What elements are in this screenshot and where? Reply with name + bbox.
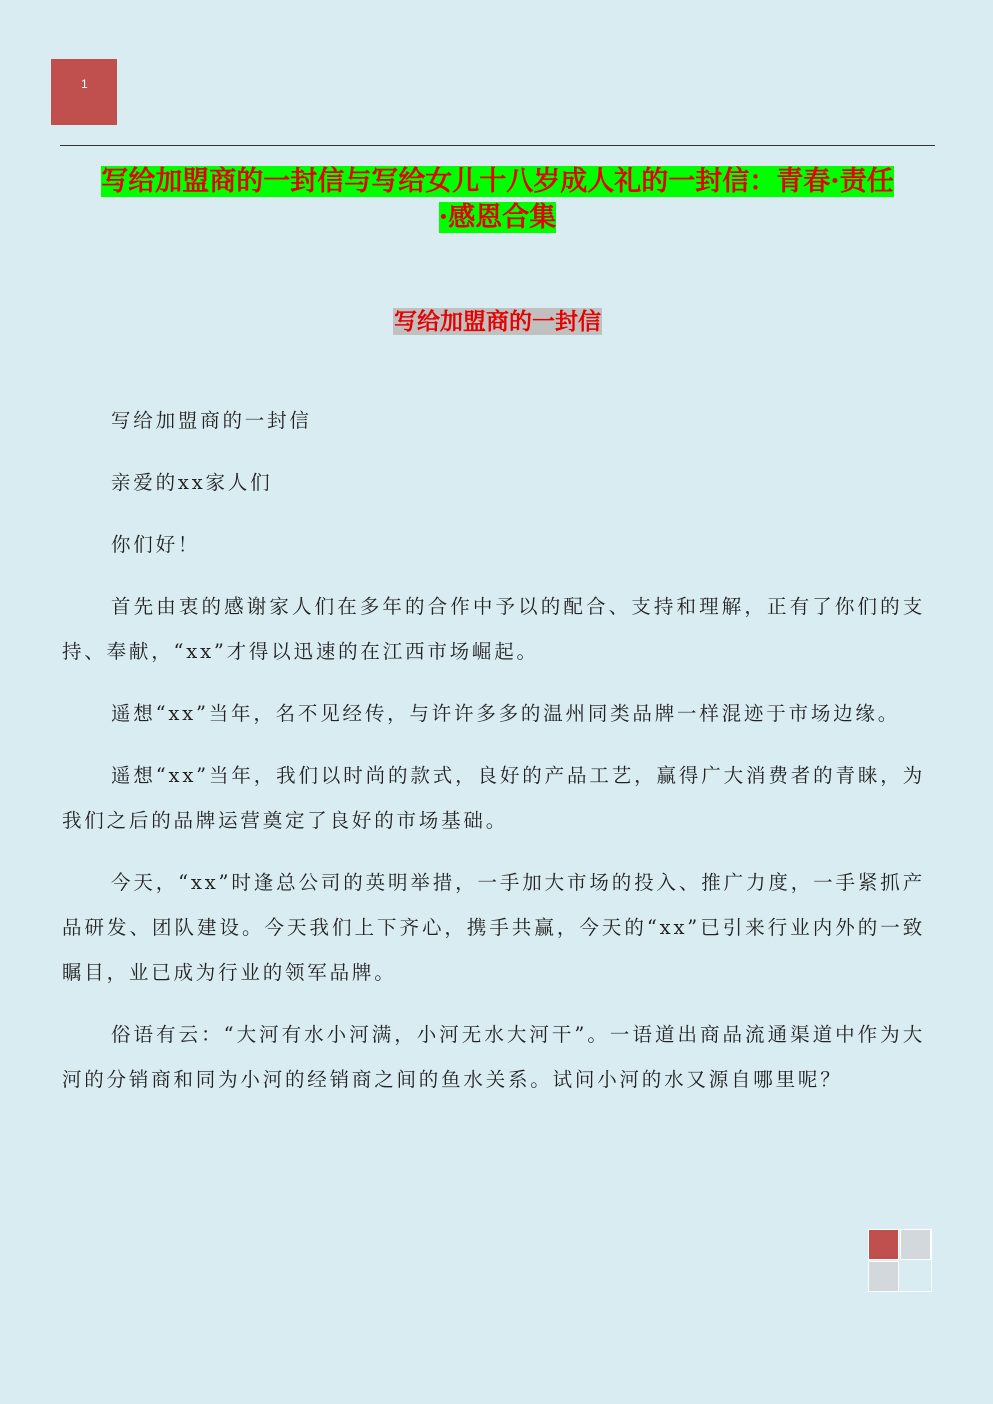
paragraph: 写给加盟商的一封信: [111, 409, 312, 432]
header-divider: [60, 145, 935, 146]
paragraph: 俗语有云：“大河有水小河满，小河无水大河干”。一语道出商品流通渠道中作为大河的分销商和同为小河的经销商之间的鱼水关系。试问小河的水又源自哪里呢？: [62, 1023, 925, 1091]
corner-decoration-red-square: [868, 1229, 899, 1260]
paragraph: 亲爱的xx家人们: [111, 471, 273, 494]
page-number-badge: [51, 59, 117, 125]
document-title: [60, 164, 935, 236]
paragraph: 你们好！: [111, 533, 201, 556]
paragraph: 首先由衷的感谢家人们在多年的合作中予以的配合、支持和理解，正有了你们的支持、奉献，“xx”才得以迅速的在江西市场崛起。: [62, 595, 925, 663]
paragraph: 今天，“xx”时逢总公司的英明举措，一手加大市场的投入、推广力度，一手紧抓产品研发、团队建设。今天我们上下齐心，携手共赢，今天的“xx”已引来行业内外的一致瞩目，业已成为行业的领军品牌。: [62, 871, 925, 984]
corner-decoration-grey-square: [868, 1261, 899, 1292]
section-title: [60, 305, 935, 339]
paragraph: 遥想“xx”当年，名不见经传，与许许多多的温州同类品牌一样混迹于市场边缘。: [111, 702, 901, 725]
paragraph: 遥想“xx”当年，我们以时尚的款式，良好的产品工艺，赢得广大消费者的青睐，为我们之后的品牌运营奠定了良好的市场基础。: [62, 764, 925, 832]
page-number: 1: [81, 77, 88, 91]
document-title-line-2: ·感恩合集: [438, 202, 557, 233]
document-title-line-1: 写给加盟商的一封信与写给女儿十八岁成人礼的一封信：青春·责任: [101, 166, 894, 197]
letter-body: [62, 398, 925, 1119]
section-title-text: 写给加盟商的一封信: [394, 308, 601, 335]
corner-decoration-grey-square: [900, 1229, 931, 1260]
